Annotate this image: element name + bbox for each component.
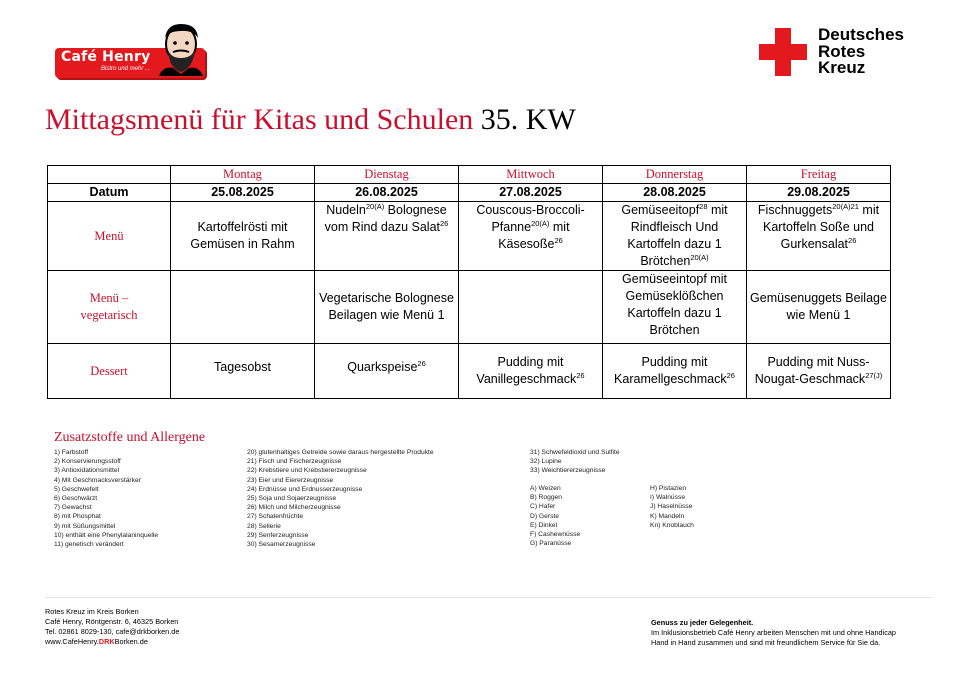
allergen-item: I) Walnüsse: [650, 494, 686, 502]
dessert-thursday: Pudding mit Karamellgeschmack$^{26}$: [603, 344, 747, 399]
allergen-item: 6) Geschwärzt: [54, 495, 98, 503]
day-thursday: Donnerstag: [603, 166, 747, 184]
allergen-item: 25) Soja und Sojaerzeugnisse: [247, 495, 337, 503]
row-label-dessert: Dessert: [48, 344, 171, 399]
date-wednesday: 27.08.2025: [459, 184, 603, 202]
calendar-week: 35. KW: [480, 103, 576, 136]
allergen-item: A) Weizen: [530, 485, 561, 492]
allergen-item: Kn) Knoblauch: [650, 521, 694, 529]
title-text: Mittagsmenü für Kitas und Schulen: [45, 103, 474, 136]
menu-friday: Fischnuggets$^{20(A)21}$ mit Kartoffeln Soße und Gurkensalat$^{26}$: [747, 202, 891, 271]
footer-contact: [45, 607, 179, 647]
allergen-item: 29) Senferzeugnisse: [247, 531, 309, 539]
day-tuesday: Dienstag: [315, 166, 459, 184]
veg-tuesday: Vegetarische Bolognese Beilagen wie Menü 1: [315, 271, 459, 344]
drk-line-3: Kreuz: [818, 58, 866, 77]
dessert-row: [48, 344, 891, 399]
dessert-monday: Tagesobst: [171, 344, 315, 399]
allergen-item: 4) Mit Geschmacksverstärker: [54, 476, 141, 484]
allergen-col-3a: [530, 448, 620, 476]
menu-wednesday: Couscous-Broccoli-Pfanne$^{20(A)}$ mit Käsesoße$^{26}$: [459, 202, 603, 271]
menu-monday: Kartoffelrösti mit Gemüsen in Rahm: [171, 202, 315, 271]
allergen-item: F) Cashewnüsse: [530, 531, 581, 539]
allergen-item: 24) Erdnüsse und Erdnusserzeugnisse: [247, 485, 363, 493]
allergen-item: 22) Krebstiere und Krebstiererzeugnisse: [247, 467, 367, 475]
allergen-col-4: [650, 484, 694, 530]
allergen-col-1: [54, 448, 158, 549]
allergen-item: H) Pistazien: [650, 485, 687, 492]
allergen-col-3b: [530, 484, 580, 548]
footer-slogan-line-1: Im Inklusionsbetrieb Café Henry arbeiten Menschen mit und ohne Handicap: [651, 628, 896, 637]
row-label-vegetarian: Menü – vegetarisch: [48, 271, 171, 344]
allergen-item: 7) Gewachst: [54, 504, 92, 512]
menu-tuesday: Nudeln$^{20(A)}$ Bolognese vom Rind dazu Salat$^{26}$: [315, 202, 459, 271]
allergen-item: 26) Milch und Milcherzeugnisse: [247, 504, 341, 512]
drk-wordmark: [818, 27, 904, 77]
allergen-item: 5) Geschwefelt: [54, 485, 99, 493]
date-monday: 25.08.2025: [171, 184, 315, 202]
corner-cell: [48, 166, 171, 184]
allergen-item: 23) Eier und Eiererzeugnisse: [247, 476, 334, 484]
cafe-henry-tagline: Bistro und mehr ...: [101, 66, 151, 72]
footer-slogan: [651, 618, 896, 648]
footer-org: Rotes Kreuz im Kreis Borken: [45, 607, 139, 616]
date-label: Datum: [48, 184, 171, 202]
allergen-title: Zusatzstoffe und Allergene: [54, 430, 206, 445]
allergen-item: D) Gerste: [530, 512, 559, 520]
cafe-henry-name: Café Henry: [61, 49, 151, 65]
footer-address: Café Henry, Röntgenstr. 6, 46325 Borken: [45, 617, 179, 626]
allergen-item: B) Roggen: [530, 494, 562, 502]
veg-friday: Gemüsenuggets Beilage wie Menü 1: [747, 271, 891, 344]
allergen-item: 8) mit Phosphat: [54, 513, 101, 521]
date-thursday: 28.08.2025: [603, 184, 747, 202]
veg-wednesday: [459, 271, 603, 344]
dessert-friday: Pudding mit Nuss-Nougat-Geschmack$^{27(J)}$: [747, 344, 891, 399]
allergen-item: K) Mandeln: [650, 512, 685, 520]
veg-thursday: Gemüseeintopf mit Gemüseklößchen Kartoffeln dazu 1 Brötchen: [603, 271, 747, 344]
red-cross-icon: [759, 28, 807, 76]
drk-line-1: Deutsches: [818, 25, 904, 44]
date-tuesday: 26.08.2025: [315, 184, 459, 202]
allergen-item: E) Dinkel: [530, 521, 558, 529]
footer-phone-email: Tel. 02861 8029-130, cafe@drkborken.de: [45, 627, 180, 636]
allergen-item: 11) genetisch verändert: [54, 541, 124, 549]
day-wednesday: Mittwoch: [459, 166, 603, 184]
allergen-item: 30) Sesamerzeugnisse: [247, 541, 316, 549]
allergen-item: J) Haselnüsse: [650, 503, 693, 511]
allergen-item: 21) Fisch und Fischerzeugnisse: [247, 458, 342, 466]
day-friday: Freitag: [747, 166, 891, 184]
day-monday: Montag: [171, 166, 315, 184]
drk-line-2: Rotes: [818, 41, 866, 61]
henry-portrait-icon: [153, 22, 209, 76]
allergen-col-2: [247, 448, 434, 549]
allergen-item: 20) glutenhaltiges Getreide sowie daraus hergestellte Produkte: [247, 449, 434, 456]
allergen-item: 27) Schalenfrüchte: [247, 513, 304, 521]
footer-divider: [45, 597, 933, 598]
row-label-menu: Menü: [48, 202, 171, 271]
footer-slogan-line-2: Hand in Hand zusammen und sind mit freundlichem Service für Sie da.: [651, 638, 881, 647]
allergen-item: 32) Lupine: [530, 458, 562, 466]
allergen-item: 2) Konservierungsstoff: [54, 458, 121, 466]
allergen-item: G) Paranüsse: [530, 540, 572, 548]
date-row: [48, 184, 891, 202]
menu-table: [47, 165, 891, 399]
page-title: [45, 103, 576, 137]
dessert-tuesday: Quarkspeise$^{26}$: [315, 344, 459, 399]
veg-monday: [171, 271, 315, 344]
vegetarian-row: [48, 271, 891, 344]
date-friday: 29.08.2025: [747, 184, 891, 202]
allergen-item: 31) Schwefeldioxid und Sulfite: [530, 449, 620, 456]
weekday-row: [48, 166, 891, 184]
menu-thursday: Gemüseeitopf$^{28}$ mit Rindfleisch Und Kartoffeln dazu 1 Brötchen$^{20(A)}$: [603, 202, 747, 271]
allergen-item: 10) enthält eine Phenylalaninquelle: [54, 531, 159, 539]
dessert-wednesday: Pudding mit Vanillegeschmack$^{26}$: [459, 344, 603, 399]
footer-slogan-title: Genuss zu jeder Gelegenheit.: [651, 618, 754, 627]
footer-website[interactable]: www.CafeHenry.DRKBorken.de: [45, 637, 148, 646]
cafe-henry-logo: [55, 22, 215, 80]
allergen-item: 9) mit Süßungsmittel: [54, 522, 116, 530]
allergen-item: 33) Weichtiererzeugnisse: [530, 467, 606, 475]
allergen-item: 28) Sellerie: [247, 522, 281, 530]
allergen-item: 3) Antioxidationsmittel: [54, 467, 120, 475]
allergen-item: 1) Farbstoff: [54, 449, 89, 456]
menu-row: [48, 202, 891, 271]
allergen-item: C) Hafer: [530, 503, 556, 511]
